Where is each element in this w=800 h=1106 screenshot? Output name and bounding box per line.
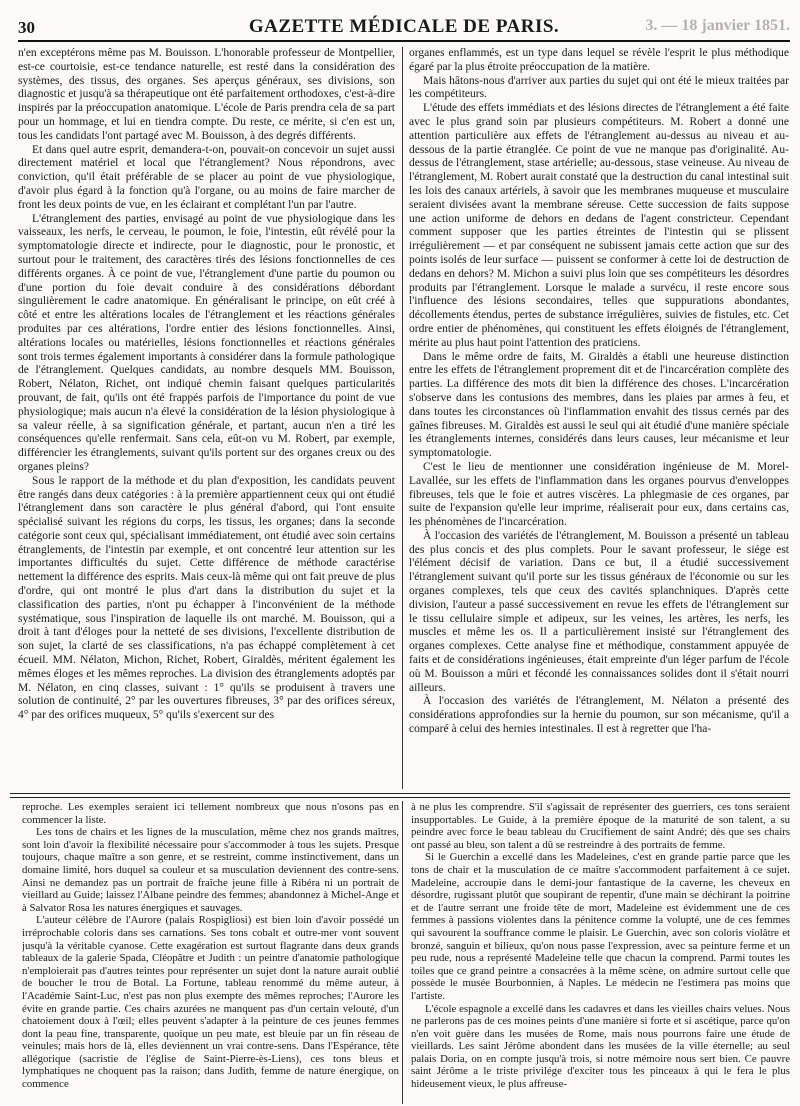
paragraph: Les tons de chairs et les lignes de la musculation, même chez nos grands maîtres, sont loin d'avoir la flexibilité nécessaire pour s'accommoder à tous les sujets. Presque toujours, chaque maître a son genre, et se restreint, comme instinctivement, dans un domaine limité, hors duquel sa couleur et sa musculation deviennent des contre-sens. Ainsi ne demandez pas un portrait de fraîche jeune fille à Ribéra ni un portrait de vieillard au Guide; laissez l'Albane peindre des femmes; abandonnez à Michel-Ange et à Salvator Rosa les natures énergiques et sauvages. <box>22 826 399 914</box>
paragraph: n'en exceptérons même pas M. Bouisson. L'honorable professeur de Montpellier, est-ce courtoisie, est-ce tendance naturelle, est resté dans la considération des systèmes, des tissus, des organes. Ses aperçus généraux, ses divisions, son diagnostic et jusqu'à sa thérapeutique ont été parfaitement orthodoxes, c'est-à-dire inspirés par la préoccupation anatomique. L'école de Paris prendra cela de sa part pour un hommage, et lui en tiendra compte. Du reste, ce mérite, si c'en est un, tous les candidats l'ont partagé avec M. Bouisson, à des degrés différents. <box>18 47 395 142</box>
paragraph: L'étranglement des parties, envisagé au point de vue physiologique dans les vaisseaux, les nerfs, le cerveau, le poumon, le foie, l'intestin, eût révélé pour la symptomatologie directe et indirecte, pour le diagnostic, pour le pronostic, et surtout pour le traitement, des caractères tirés des lésions fonctionnelles de ces différents organes. À ce point de vue, l'étranglement d'une partie du poumon ou d'une portion du foie devait conduire à des considérations débordant singulièrement le cadre anatomique. En généralisant le principe, on eût créé à côté et entre les altérations locales de l'étranglement et les réactions générales produites par ces altérations, l'ordre entier des lésions fonctionnelles. Ainsi, altérations locales ou matérielles, lésions fonctionnelles et réactions générales sont trois termes également importants à considérer dans la formule pathologique de l'étranglement. Quelques candidats, au nombre desquels MM. Bouisson, Robert, Nélaton, Richet, ont indiqué chemin faisant quelques particularités prouvant, de fait, qu'ils ont été frappés parfois de l'importance du point de vue physiologique; mais aucun n'a élevé la considération de la lésion physiologique à sa valeur réelle, à sa signification générale, et partant, aucun n'en a tiré les conséquences qu'elle renfermait. Sans cela, eût-on vu M. Robert, par exemple, différencier les étranglements, suivant qu'ils portent sur des organes creux ou des organes pleins? <box>18 212 395 473</box>
feuilleton-column-left <box>22 801 399 1104</box>
feuilleton-separator <box>10 793 790 798</box>
column-divider <box>402 47 403 789</box>
paragraph: L'étude des effets immédiats et des lésions directes de l'étranglement a été faite avec le plus grand soin par plusieurs compétiteurs. M. Robert a donné une attention particulière aux effets de l'étranglement au-dessus au niveau et au-dessous de la partie étranglée. Ce point de vue ne manque pas d'originalité. Au-dessus de l'étranglement, stase artérielle; au-dessous, stase veineuse. Au niveau de l'étranglement, M. Robert aurait constaté que la destruction du canal intestinal suit les lois des canaux artériels, à savoir que les membranes muqueuse et musculaire seraient divisées avant la membrane séreuse. Cette succession de faits suppose une action uniforme de dehors en dedans de l'agent constricteur. Cependant comment supposer que les parties étreintes de l'intestin qui se plissent irrégulièrement — et par conséquent ne subissent jamais cette action que sur des points isolés de leur surface — puissent se conformer à cette loi de destruction de dedans en dehors? M. Michon a suivi plus loin que ses compétiteurs les désordres produits par l'étranglement. Lorsque le malade a survécu, il reste encore sous l'influence des lésions secondaires, telles que suppurations abondantes, décollements étendus, pertes de substance irrégulières, suivies de fistules, etc. Cet ordre entier de phénomènes, qui constituent les effets éloignés de l'étranglement, mérite au plus haut point l'attention des praticiens. <box>409 102 789 349</box>
paragraph: Dans le même ordre de faits, M. Giraldès a établi une heureuse distinction entre les effets de l'étranglement proprement dit et de l'incarcération complète des parties. La différence des mots dit bien la différence des choses. L'incarcération s'observe dans les contusions des membres, dans les plaies par armes à feu, et dans toutes les circonstances où l'inflammation envahit des tissus cernés par des gaînes fibreuses. M. Giraldès est aussi le seul qui ait étudié d'une manière spéciale les étranglements internes, considérés dans leurs causes, leur mécanisme et leur symptomatologie. <box>409 350 789 460</box>
paragraph: Si le Guerchin a excellé dans les Madeleines, c'est en grande partie parce que les tons de chair et la musculation de ce maître s'accommodent parfaitement à ce sujet. Madeleine, accroupie dans le demi-jour fantastique de la caverne, les cheveux en désordre, rugissant plutôt que soupirant de repentir, d'une main se déchirant la poitrine et de l'autre serrant une froide tête de mort, Madeleine est évidemment une de ces femmes à passions violentes dans la pénitence comme la volupté, une de ces femmes qui savourent la souffrance comme le plaisir. Le Guerchin, avec son coloris violâtre et bronzé, sanguin et bilieux, qu'on nous passe l'expression, avec sa peinture ferme et un peu rude, nous a représenté Madeleine telle que chacun la comprend. Parmi toutes les toiles que ce grand peintre a consacrées à la même scène, on admire surtout celle que possède le musée Bourbonnien, à Naples. Le médecin ne l'estimera pas moins que l'artiste. <box>411 851 790 1002</box>
top-column-left <box>18 47 395 789</box>
paragraph: À l'occasion des variétés de l'étranglement, M. Nélaton a présenté des considérations approfondies sur la hernie du poumon, sur son mécanisme, qu'il a comparé à celui des hernies intestinales. Il est à regretter que l'ha- <box>409 695 789 736</box>
page-number: 30 <box>18 18 35 37</box>
page-header <box>18 14 790 42</box>
page-title: GAZETTE MÉDICALE DE PARIS. <box>248 16 560 37</box>
paragraph: à ne plus les comprendre. S'il s'agissait de représenter des guerriers, ces tons seraient insupportables. Le Guide, à la première époque de la maturité de son talent, a su peindre avec force le beau tableau du Crucifiement de saint André; dès que ses chairs ont passé au bleu, son talent a dû se restreindre à des portraits de femme. <box>411 801 790 851</box>
paragraph: Mais hâtons-nous d'arriver aux parties du sujet qui ont été le mieux traitées par les compétiteurs. <box>409 74 789 101</box>
paragraph: L'auteur célèbre de l'Aurore (palais Rospigliosi) est bien loin d'avoir possédé un irréprochable coloris dans ses carnations. Ses tons cobalt et outre-mer vont souvent jusqu'à la véritable cyanose. Cette exagération est surtout flagrante dans deux grands tableaux de la galerie Spada, Cléopâtre et Judith : un peintre d'anatomie pathologique n'emploierait pas d'autres teintes pour représenter un sujet dont la nature aurait oublié de boucher le trou de Botal. La Fortune, tableau renommé du même auteur, à l'Académie Saint-Luc, n'est pas non plus exempte des mêmes reproches; l'Aurore les évite en grande partie. Ces chairs azurées ne manquent pas d'un certain velouté, d'un chatoiement doux à l'œil; elles peuvent s'adapter à la peinture de ces jeunes femmes dont la peau fine, transparente, quoique un peu mate, est bleuie par un fin réseau de veinules; mais hors de là, elles deviennent un vrai contre-sens. Dans l'Espérance, tête allégorique (sacristie de l'église de Saint-Pierre-ès-Liens), ces tons bleus et lymphatiques ne choquent pas la raison; dans Judith, femme de nature énergique, on commence <box>22 914 399 1091</box>
paragraph: Et dans quel autre esprit, demandera-t-on, pouvait-on concevoir un sujet aussi directement matériel et local que l'étranglement? Nous répondrons, avec conviction, qu'il était préférable de se placer au point de vue physiologique, d'avoir plus égard à la fonction qu'à l'organe, ou au moins de faire marcher de front les deux points de vue, en les éclairant et complétant l'un par l'autre. <box>18 143 395 211</box>
paragraph: organes enflammés, est un type dans lequel se révèle l'esprit le plus méthodique égaré par la plus étroite préoccupation de la matière. <box>409 47 789 73</box>
paragraph: C'est le lieu de mentionner une considération ingénieuse de M. Morel-Lavallée, sur les effets de l'inflammation dans les organes pourvus d'enveloppes fibreuses, tels que le foie et autres viscères. La phlegmasie de ces organes, par suite de l'expansion qu'elle leur imprime, réaliserait pour eux, dans certains cas, les phénomènes de l'incarcération. <box>409 460 789 529</box>
issue-date: 3. — 18 janvier 1851. <box>645 17 790 34</box>
paragraph: L'école espagnole a excellé dans les cadavres et dans les vieilles chairs velues. Nous ne parlerons pas de ces moines peints d'une manière si forte et si ascétique, parce qu'on n'en voit guère dans les musées de Rome, mais nous pourrons faire une étude de vieillards. Les saint Jérôme abondent dans les musées de la ville éternelle; au seul palais Doria, on en compte jusqu'à trois, si notre mémoire nous sert bien. Ce pauvre saint Jérôme a le triste privilége d'exciter tous les pinceaux à qui le fera le plus hideusement vieux, le plus affreuse- <box>411 1002 790 1091</box>
paragraph: Sous le rapport de la méthode et du plan d'exposition, les candidats peuvent être rangés dans deux catégories : à la première appartiennent ceux qui ont étudié l'étranglement dans son caractère le plus général d'abord, qui l'ont ensuite spécialisé suivant les régions du corps, les tissus, les organes; dans la seconde catégorie sont ceux qui, spécialisant immédiatement, ont étudié avec soin certains étranglements, de l'intestin par exemple, et ont concentré leur attention sur les importantes difficultés du sujet. Cette différence de méthode caractérise nettement la différence des esprits. Mais ceux-là même qui ont fait preuve de plus d'ordre, qui ont montré le plus d'art dans la distribution du sujet et la classification des parties, n'ont pu échapper à l'inconvénient de la méthode systématique, sous l'inspiration de laquelle ils ont marché. M. Bouisson, qui a droit à tant d'éloges pour la netteté de ses divisions, l'excellente distribution de son sujet, la clarté de ses classifications, n'a pas échappé complètement à cet écueil. MM. Nélaton, Michon, Richet, Robert, Giraldès, méritent également les mêmes éloges et les mêmes reproches. La division des étranglements adoptés par M. Nélaton, en cinq classes, suivant : 1° qu'ils se produisent à travers une solution de continuité, 2° par les ouvertures fibreuses, 3° par des orifices séreux, 4° par des orifices muqueux, 5° qu'ils s'exercent sur des <box>18 474 395 722</box>
feuilleton-column-right <box>411 801 790 1104</box>
paragraph: À l'occasion des variétés de l'étranglement, M. Bouisson a présenté un tableau des plus concis et des plus complets. Pour le savant professeur, le siége est l'élément décisif de variation. Dans ce but, il a étudié successivement l'étranglement suivant qu'il porte sur les tissus généraux de l'économie ou sur les organes complexes, tels que ceux des cavités splanchniques. D'après cette division, l'auteur a passé successivement en revue les effets de l'étranglement sur le tissu cellulaire simple et adipeux, sur les veines, les artères, les nerfs, les muscles et même les os. Il a particulièrement insisté sur l'étranglement des organes complexes. Cette analyse fine et méthodique, constamment appuyée de faits et de considérations ingénieuses, était empreinte d'un léger parfum de l'école où M. Bouisson a mûri et fécondé les connaissances solides dont il s'était nourri ailleurs. <box>409 529 789 694</box>
column-divider <box>402 801 403 1104</box>
top-column-right <box>409 47 789 789</box>
paragraph: reproche. Les exemples seraient ici tellement nombreux que nous n'osons pas en commencer la liste. <box>22 801 399 826</box>
